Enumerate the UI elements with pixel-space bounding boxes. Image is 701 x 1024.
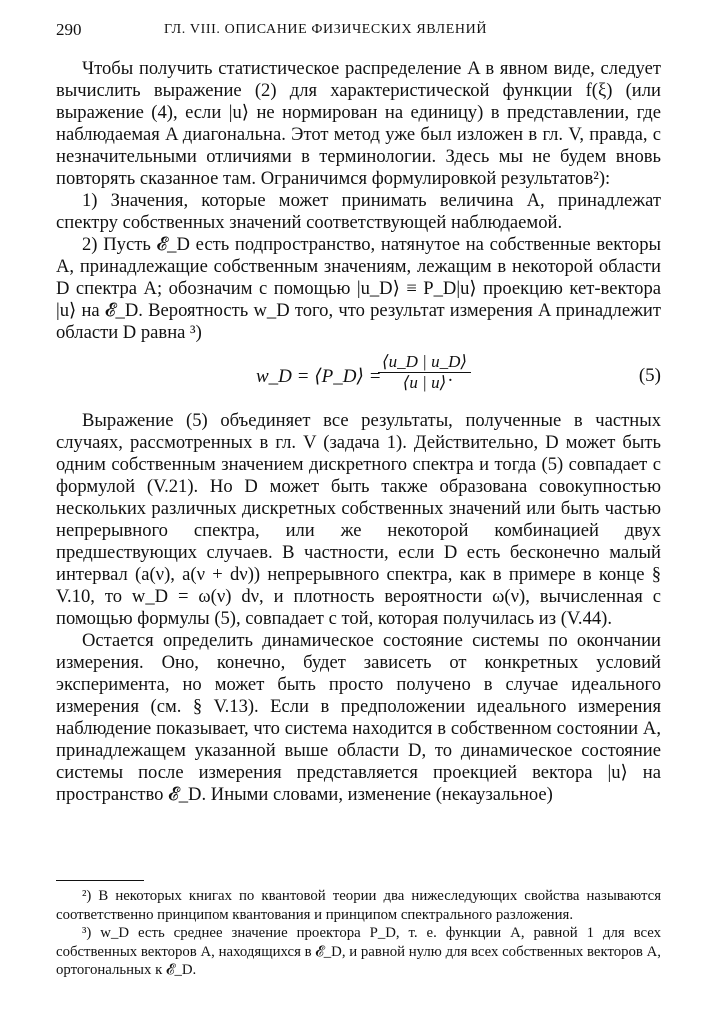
formula-5 — [56, 352, 661, 404]
page-header — [56, 20, 661, 42]
paragraph-result-2: 2) Пусть 𝓔_D есть подпространство, натянутое на собственные векторы A, принадлежащие собственным значениям, лежащим в некоторой области D спектра A; обозначим с помощью |u_D⟩ ≡ P_D|u⟩ проекцию кет-вектора |u⟩ на 𝓔_D. Вероятность w_D того, что результат измерения A принадлежит области D равна ³) — [56, 234, 661, 343]
page-number: 290 — [56, 20, 82, 39]
paragraph-discussion: Выражение (5) объединяет все результаты, полученные в частных случаях, рассмотренных в гл. V (задача 1). Действительно, D может быть одним собственным значением дискретного спектра и тогда (5) совпадает с формулой (V.21). Но D может быть также образована совокупностью нескольких различных дискретных собственных значений или быть частью непрерывного спектра, или же некоторой комбинацией двух предшествующих случаев. В частности, если D есть бесконечно малый интервал (a(ν), a(ν + dν)) непрерывного спектра, как в примере в конце § V.10, то w_D = ω(ν) dν, и плотность вероятности ω(ν), вычисленная с помощью формулы (5), совпадает с той, которая получилась из (V.44). — [56, 410, 661, 629]
formula-numerator: ⟨u_D | u_D⟩ — [378, 352, 471, 373]
footnote-2: ²) В некоторых книгах по квантовой теории два нижеследующих свойства называются соответственно принципом квантования и принципом спектрального разложения. — [56, 888, 661, 923]
formula-fraction — [378, 352, 471, 393]
paragraph-intro: Чтобы получить статистическое распределение A в явном виде, следует вычислить выражение (2) для характеристической функции f(ξ) (или выражение (4), если |u⟩ не нормирован на единицу) в представлении, где наблюдаемая A диагональна. Этот метод уже был изложен в гл. V, правда, с незначительными отличиями в терминологии. Здесь мы не будем вновь повторять сказанное там. Ограничимся формулировкой результатов²): — [56, 58, 661, 189]
footnotes — [56, 887, 661, 980]
main-text — [56, 58, 661, 806]
paragraph-result-1: 1) Значения, которые может принимать величина A, принадлежат спектру собственных значений соответствующей наблюдаемой. — [56, 190, 661, 233]
equation-number: (5) — [638, 365, 661, 386]
formula-lhs: w_D = ⟨P_D⟩ = — [256, 366, 382, 387]
formula-denominator: ⟨u | u⟩ — [402, 373, 447, 392]
footnote-divider — [56, 880, 144, 881]
formula-period: . — [448, 365, 453, 386]
footnote-3: ³) w_D есть среднее значение проектора P_D, т. е. функции A, равной 1 для всех собственных векторов A, находящихся в 𝓔_D, и равной нулю для всех собственных векторов A, ортогональных к 𝓔_D. — [56, 925, 661, 978]
running-head: ГЛ. VIII. ОПИСАНИЕ ФИЗИЧЕСКИХ ЯВЛЕНИЙ — [164, 22, 488, 37]
paragraph-measurement: Остается определить динамическое состояние системы по окончании измерения. Оно, конечно, будет зависеть от конкретных условий эксперимента, но может быть просто получено в случае идеального измерения (см. § V.13). Если в предположении идеального измерения наблюдение показывает, что система находится в собственном состоянии A, принадлежащем указанной выше области D, то динамическое состояние системы после измерения представляется проекцией вектора |u⟩ на пространство 𝓔_D. Иными словами, изменение (некаузальное) — [56, 630, 661, 805]
